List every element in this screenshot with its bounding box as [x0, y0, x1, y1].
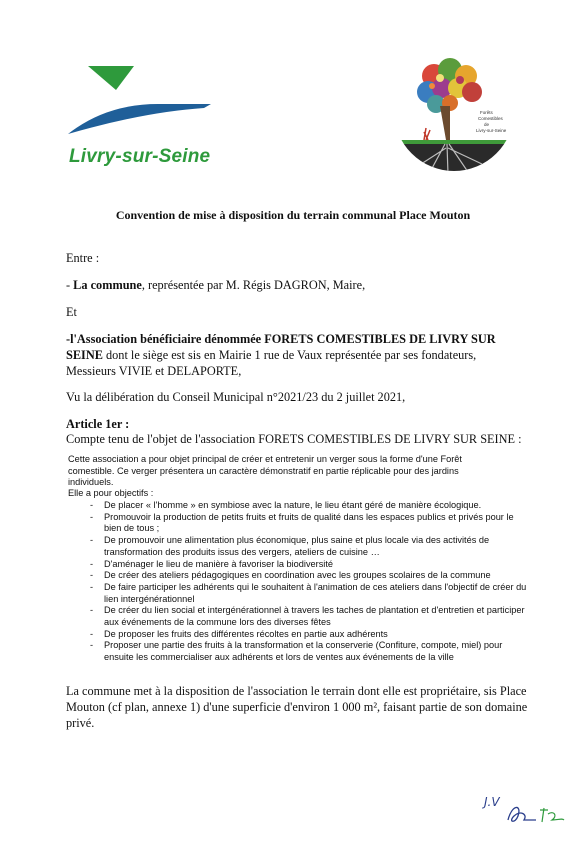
objective-item: - D'aménager le lieu de manière à favoriser la biodiversité — [68, 559, 528, 571]
emblem-text-4: Livry-sur-Seine — [476, 128, 507, 133]
association-rest: dont le siège est sis en Mairie 1 rue de Vaux représentée par ses fondateurs, Messieurs VIVIE et DELAPORTE, — [66, 348, 477, 378]
association-paragraph — [66, 331, 526, 379]
objective-item: - Proposer une partie des fruits à la transformation et la conserverie (Confiture, compote, miel) pour ensuite les commercialiser aux adhérents et lors de ventes aux événements de la ville — [68, 640, 528, 663]
town-logo — [66, 64, 216, 174]
objective-item: - De créer du lien social et intergénérationnel à travers les taches de plantation et d'entretien et participer aux événements de la commune lors des diverses fêtes — [68, 605, 528, 628]
association-bold-2: SEINE — [66, 348, 103, 362]
closing-paragraph: La commune met à la disposition de l'association le terrain dont elle est propriétaire, sis Place Mouton (cf plan, annexe 1) d'une superficie d'environ 1 000 m², faisant partie de son domaine privé. — [66, 684, 528, 730]
emblem-text-2: Comestibles — [478, 116, 503, 121]
objective-item: - De faire participer les adhérents qui le souhaitent à l'animation de ces ateliers dans l'objectif de créer du lien intergénérationnel — [68, 582, 528, 605]
town-name: Livry-sur-Seine — [69, 146, 211, 167]
objectives-list — [68, 500, 528, 664]
deliberation-line: Vu la délibération du Conseil Municipal n°2021/23 du 2 juillet 2021, — [66, 390, 406, 404]
association-emblem — [390, 48, 518, 174]
et-label: Et — [66, 305, 77, 319]
article-title: Article 1er : — [66, 417, 130, 431]
entre-label: Entre : — [66, 251, 100, 265]
commune-rest: , représentée par M. Régis DAGRON, Maire, — [141, 278, 366, 292]
objective-item: - De créer des ateliers pédagogiques en coordination avec les groupes scolaires de la commune — [68, 570, 528, 582]
objective-item: - De proposer les fruits des différentes récoltes en partie aux adhérents — [68, 629, 528, 641]
commune-line — [66, 277, 526, 293]
objective-item: - Promouvoir la production de petits fruits et fruits de qualité dans les espaces publics et privés pour le bien de tous ; — [68, 512, 528, 535]
objective-item: - De placer « l'homme » en symbiose avec la nature, le lieu étant géré de manière écologique. — [68, 500, 528, 512]
bird-icon — [66, 64, 216, 144]
association-bold-1: -l'Association bénéficiaire dénommée FORETS COMESTIBLES DE LIVRY SUR — [66, 332, 496, 346]
emblem-text-3: de — [484, 122, 490, 127]
commune-bold: La commune — [73, 278, 142, 292]
association-purpose: Cette association a pour objet principal de créer et entretenir un verger sous la forme d'une Forêt comestible. Ce verger présentera un caractère démonstratif en partie réplicable pour des jardins individuels. — [68, 454, 462, 488]
objectives-heading: Elle a pour objectifs : — [68, 488, 154, 498]
initials-text: J.V — [484, 795, 500, 809]
article-intro: Compte tenu de l'objet de l'association FORETS COMESTIBLES DE LIVRY SUR SEINE : — [66, 432, 522, 446]
tree-emblem-icon — [390, 48, 518, 174]
document-title: Convention de mise à disposition du terrain communal Place Mouton — [115, 208, 471, 222]
handwritten-initials — [478, 790, 578, 830]
objective-item: - De promouvoir une alimentation plus économique, plus saine et plus locale via des activités de transformation des produits issus des vergers, ateliers de cuisine … — [68, 535, 528, 558]
emblem-text-1: Forêts — [480, 110, 493, 115]
commune-dash: - — [66, 278, 74, 292]
